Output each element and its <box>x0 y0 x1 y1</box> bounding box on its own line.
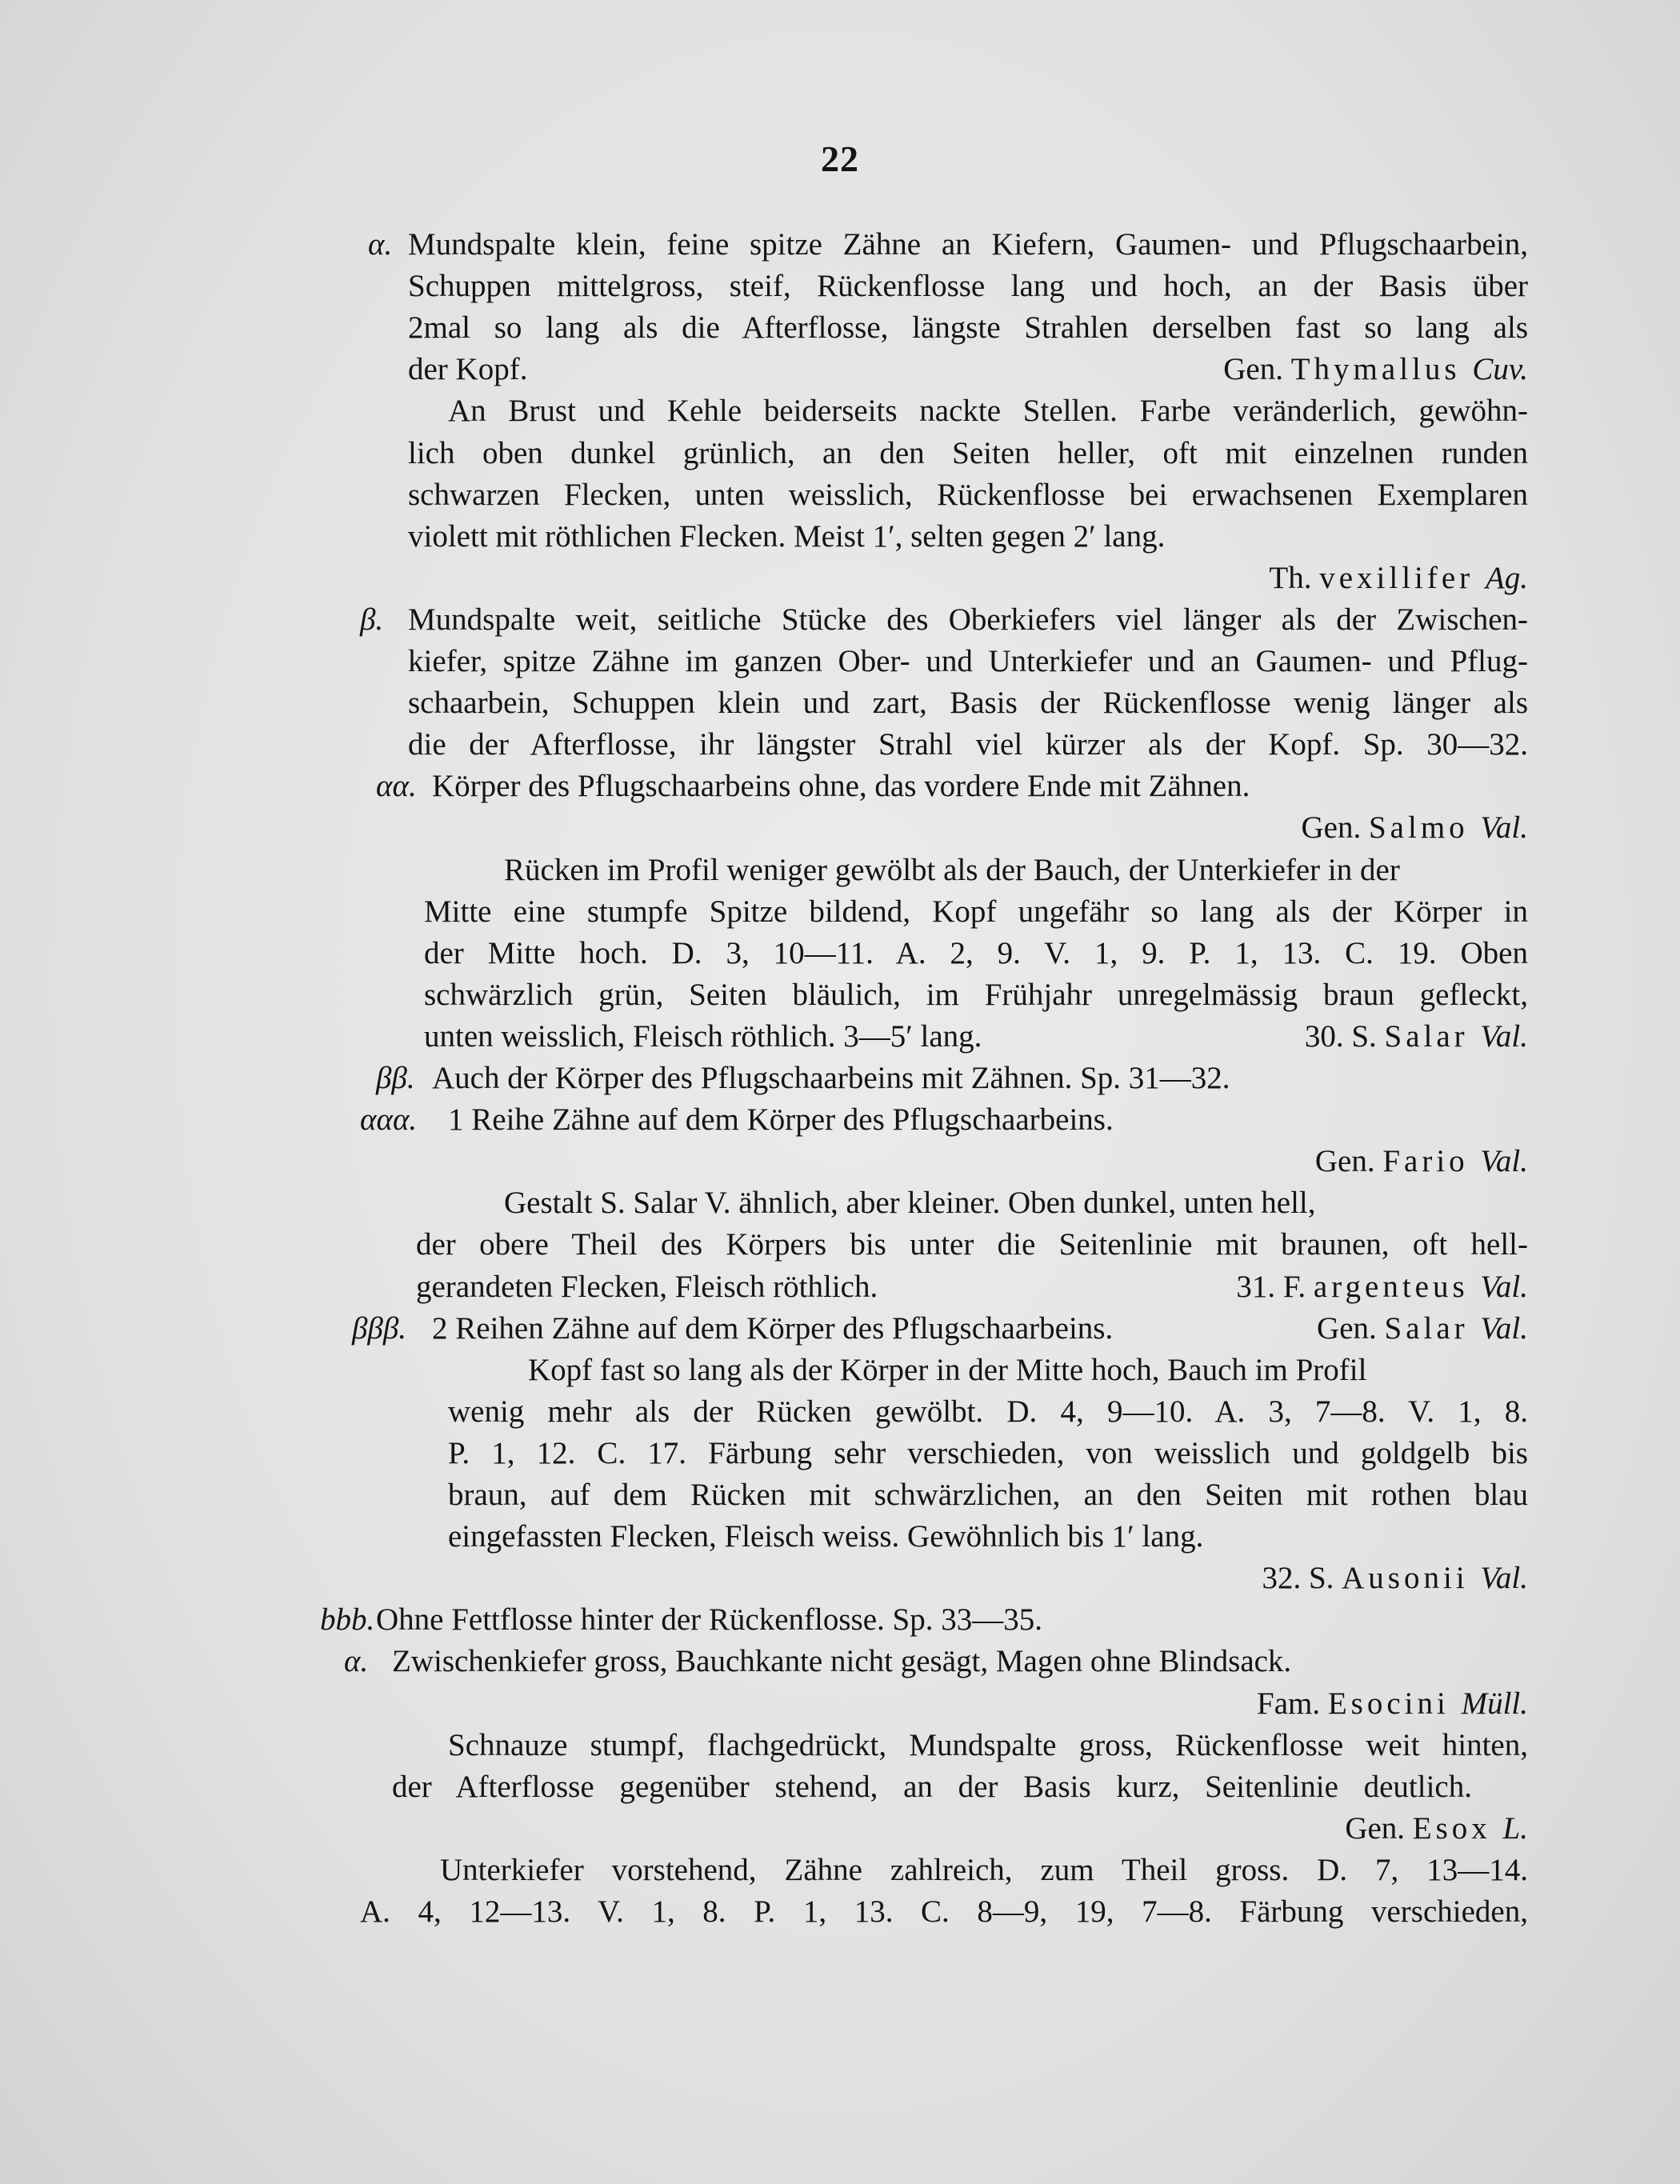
list-label: ααα. <box>360 1102 418 1137</box>
text-line: die der Afterflosse, ihr längster Strahl viel kürzer als der Kopf. Sp. 30—32. <box>408 727 1528 762</box>
list-label: βββ. <box>352 1311 407 1346</box>
taxon-name: 30. S. Salar Val. <box>1304 1019 1528 1054</box>
text-line: Gestalt S. Salar V. ähnlich, aber kleiner. Oben dunkel, unten hell, <box>504 1186 1316 1220</box>
text-line: schaarbein, Schuppen klein und zart, Basis der Rückenflosse wenig länger als <box>408 686 1528 720</box>
taxon-name: Gen. Salmo Val. <box>1301 810 1528 845</box>
taxon-name: 31. F. argenteus Val. <box>1236 1270 1528 1304</box>
taxon-genus: Salar <box>1384 1019 1481 1054</box>
taxon-author: Val. <box>1480 1561 1528 1595</box>
text-line: Mitte eine stumpfe Spitze bildend, Kopf ungefähr so lang als der Körper in <box>424 894 1528 929</box>
taxon-genus: Esox <box>1412 1811 1503 1846</box>
list-label: bbb. <box>320 1602 375 1637</box>
text-line: Schnauze stumpf, flachgedrückt, Mundspalte gross, Rückenflosse weit hinten, <box>448 1728 1528 1762</box>
list-label: α. <box>344 1644 369 1678</box>
text-line: Unterkiefer vorstehend, Zähne zahlreich, zum Theil gross. D. 7, 13—14. <box>440 1853 1528 1887</box>
text-line: Mundspalte klein, feine spitze Zähne an Kiefern, Gaumen- und Pflugschaarbein, <box>408 227 1528 262</box>
text-line: Rücken im Profil weniger gewölbt als der Bauch, der Unterkiefer in der <box>504 853 1400 887</box>
taxon-genus: Salar <box>1384 1311 1481 1346</box>
text-line: violett mit röthlichen Flecken. Meist 1′, selten gegen 2′ lang. <box>408 519 1166 554</box>
taxon-genus: Salmo <box>1368 810 1481 845</box>
text-line: wenig mehr als der Rücken gewölbt. D. 4, 9—10. A. 3, 7—8. V. 1, 8. <box>448 1394 1528 1429</box>
text-line: P. 1, 12. C. 17. Färbung sehr verschieden, von weisslich und goldgelb bis <box>448 1436 1528 1470</box>
text-line: gerandeten Flecken, Fleisch röthlich. <box>416 1270 878 1304</box>
taxon-author: Ag. <box>1485 561 1528 595</box>
taxon-author: Val. <box>1480 1311 1528 1346</box>
list-label: αα. <box>376 769 417 803</box>
text-line: An Brust und Kehle beiderseits nackte Stellen. Farbe veränderlich, gewöhn- <box>448 394 1528 428</box>
taxon-name: Gen. Esox L. <box>1345 1811 1528 1846</box>
text-line: Ohne Fettflosse hinter der Rückenflosse. Sp. 33—35. <box>376 1602 1042 1637</box>
text-line: eingefassten Flecken, Fleisch weiss. Gewöhnlich bis 1′ lang. <box>448 1519 1204 1554</box>
taxon-name: Gen. Salar Val. <box>1317 1311 1528 1346</box>
taxon-genus: Fario <box>1382 1144 1481 1178</box>
text-line: Auch der Körper des Pflugschaarbeins mit Zähnen. Sp. 31—32. <box>432 1061 1230 1095</box>
taxon-author: Val. <box>1480 810 1528 845</box>
text-line: Körper des Pflugschaarbeins ohne, das vordere Ende mit Zähnen. <box>432 769 1250 803</box>
text-line: A. 4, 12—13. V. 1, 8. P. 1, 13. C. 8—9, 19, 7—8. Färbung verschieden, <box>360 1894 1528 1929</box>
taxon-author: Cuv. <box>1472 352 1528 386</box>
taxon-genus: Esocini <box>1327 1686 1462 1721</box>
list-label: ββ. <box>376 1061 415 1095</box>
taxon-name: Gen. Thymallus Cuv. <box>1223 352 1528 386</box>
taxon-name: 32. S. Ausonii Val. <box>1262 1561 1528 1595</box>
taxon-genus: Thymallus <box>1290 352 1473 386</box>
text-line: braun, auf dem Rücken mit schwärzlichen, an den Seiten mit rothen blau <box>448 1478 1528 1512</box>
text-line: 2mal so lang als die Afterflosse, längste Strahlen derselben fast so lang als <box>408 310 1528 345</box>
taxon-author: L. <box>1502 1811 1528 1846</box>
taxon-name: Gen. Fario Val. <box>1314 1144 1528 1178</box>
text-line: schwärzlich grün, Seiten bläulich, im Frühjahr unregelmässig braun gefleckt, <box>424 978 1528 1012</box>
text-line: Kopf fast so lang als der Körper in der Mitte hoch, Bauch im Profil <box>528 1353 1367 1387</box>
text-line: Schuppen mittelgross, steif, Rückenflosse lang und hoch, an der Basis über <box>408 269 1528 303</box>
taxon-author: Val. <box>1480 1270 1528 1304</box>
text-line: kiefer, spitze Zähne im ganzen Ober- und Unterkiefer und an Gaumen- und Pflug- <box>408 644 1528 678</box>
text-line: 2 Reihen Zähne auf dem Körper des Pflugschaarbeins. <box>432 1311 1114 1346</box>
list-label: β. <box>360 602 384 637</box>
text-line: schwarzen Flecken, unten weisslich, Rückenflosse bei erwachsenen Exemplaren <box>408 478 1528 512</box>
list-label: α. <box>368 227 393 262</box>
taxon-author: Val. <box>1480 1144 1528 1178</box>
taxon-name: Th. vexillifer Ag. <box>1269 561 1528 595</box>
taxon-genus: vexillifer <box>1319 561 1486 595</box>
text-line: der Mitte hoch. D. 3, 10—11. A. 2, 9. V. 1, 9. P. 1, 13. C. 19. Oben <box>424 936 1528 970</box>
taxon-genus: Ausonii <box>1342 1561 1481 1595</box>
text-line: unten weisslich, Fleisch röthlich. 3—5′ lang. <box>424 1019 982 1054</box>
taxon-name: Fam. Esocini Müll. <box>1257 1686 1528 1721</box>
text-line: der Kopf. <box>408 352 528 386</box>
taxon-genus: argenteus <box>1313 1270 1481 1304</box>
taxon-author: Müll. <box>1461 1686 1528 1721</box>
text-line: lich oben dunkel grünlich, an den Seiten heller, oft mit einzelnen runden <box>408 436 1528 470</box>
text-line: der Afterflosse gegenüber stehend, an der Basis kurz, Seitenlinie deutlich. <box>392 1770 1472 1804</box>
text-line: Mundspalte weit, seitliche Stücke des Oberkiefers viel länger als der Zwischen- <box>408 602 1528 637</box>
text-line: Zwischenkiefer gross, Bauchkante nicht gesägt, Magen ohne Blindsack. <box>392 1644 1292 1678</box>
text-line: 1 Reihe Zähne auf dem Körper des Pflugschaarbeins. <box>448 1102 1114 1137</box>
text-line: der obere Theil des Körpers bis unter die Seitenlinie mit braunen, oft hell- <box>416 1227 1528 1262</box>
page-number: 22 <box>821 138 859 179</box>
taxon-author: Val. <box>1480 1019 1528 1054</box>
